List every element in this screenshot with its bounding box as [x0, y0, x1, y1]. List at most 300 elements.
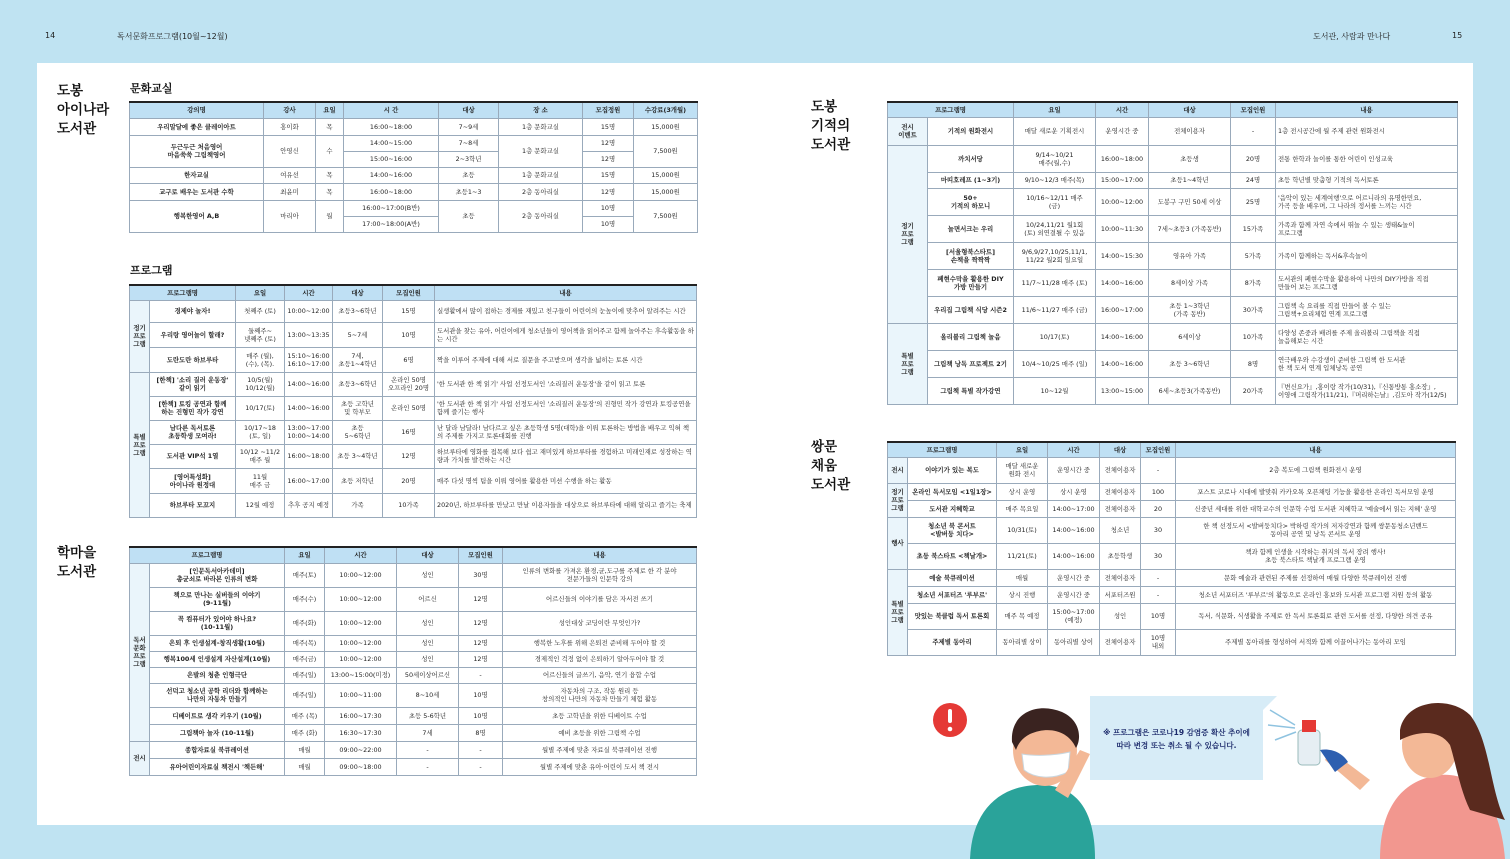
cell: 초등1~4학년: [1149, 172, 1231, 188]
cell: 14:00~16:00: [285, 372, 333, 396]
cell: 마리아: [264, 200, 316, 232]
table-row: [130, 611, 697, 635]
cell: 유아어린이자료실 책전시 '책든해': [150, 758, 285, 775]
cell: 9/10~12/3 매주(목): [1014, 172, 1096, 188]
cell: 09:00~22:00: [325, 741, 397, 758]
cell: 추후 공지 예정: [285, 493, 333, 517]
cell: 14:00~15:00: [344, 135, 439, 151]
col-header: 시간: [325, 547, 397, 563]
cell: 10/5(월) 10/12(월): [236, 372, 285, 396]
cell: 50+ 기적의 하모니: [928, 188, 1014, 215]
ssangmun-program-table: [887, 441, 1456, 656]
cell: 운영시간 중: [1096, 117, 1149, 145]
table-row: [888, 603, 1456, 629]
table-row: [130, 396, 697, 420]
cell: 디베이트로 생각 키우기 (10월): [150, 707, 285, 724]
table-row: [130, 651, 697, 667]
table-row: [888, 188, 1458, 215]
cell: 영유아 가족: [1149, 242, 1231, 269]
table-row: [130, 741, 697, 758]
col-header: 요일: [236, 285, 285, 300]
cell: 9/6,9/27,10/25,11/1, 11/22 월2회 일요일: [1014, 242, 1096, 269]
cell: 10/16~12/11 매주 (금): [1014, 188, 1096, 215]
cell: 놀면서크는 우리: [928, 215, 1014, 242]
cell: 13:00~13:35: [285, 322, 333, 347]
page-number-right: 15: [1452, 31, 1463, 40]
woman-with-spray-icon: [1268, 703, 1505, 859]
cell: 성인: [1100, 603, 1141, 629]
cell: 최윤미: [264, 183, 316, 200]
table-row: [888, 215, 1458, 242]
col-header: 대상: [1100, 442, 1141, 457]
cell: 초등학생: [1100, 543, 1141, 569]
cell: 30가족: [1231, 296, 1276, 323]
cell: 청소년 서포터즈 '루부르'의 활동으로 온라인 홍보와 도서관 프로그램 지원 등의 활동: [1176, 586, 1456, 603]
cell: 16:00~18:00: [285, 444, 333, 468]
table-row: [130, 444, 697, 468]
cell: 12명: [583, 183, 634, 200]
table-row: [888, 269, 1458, 296]
cell: 전통 한학과 놀이를 통한 어린이 인성교육: [1276, 145, 1458, 172]
cell: 목: [316, 167, 344, 183]
table-row: [888, 517, 1456, 543]
category-cell: 정기 프로 그램: [888, 483, 908, 517]
cell: 성인대상 코딩이란 무엇인가?: [503, 611, 697, 635]
cell: 도란도란 하브루타: [150, 347, 236, 372]
library-name-dobong-aina: 도봉 아이나라 도서관: [57, 83, 110, 137]
cell: '한 도서관 한 책 읽기' 사업 선정도서인 '소리질러 운동장'의 진형민 작가 강연과 토킹공연을 함께 즐기는 행사: [435, 396, 697, 420]
cell: 수: [316, 135, 344, 167]
cell: 온라인 독서모임 <1일1장>: [908, 483, 997, 500]
cell: 신중년 세대를 위한 대학교수의 인문학 수업 도서관 지혜학교 '예술에서 읽는 지혜' 운영: [1176, 500, 1456, 517]
cell: 성인: [397, 651, 459, 667]
table-row: [130, 707, 697, 724]
cell: 7~8세: [439, 135, 499, 151]
table-row: [130, 468, 697, 493]
cell: 15,000원: [634, 118, 698, 135]
cell: 우리말달에 좋은 클레이아트: [130, 118, 264, 135]
table-row: [130, 420, 697, 444]
cell: 전체이용자: [1149, 117, 1231, 145]
table-row: [130, 135, 698, 151]
cell: 기적의 원화전시: [928, 117, 1014, 145]
col-header: 내용: [503, 547, 697, 563]
cell: 2층 동아리실: [499, 183, 583, 200]
table-row: [130, 118, 698, 135]
cell: '음악이 있는 세계여행'으로 어르니라의 유명한민요, 가곡 등을 배우며, 그 나라의 정서를 느끼는 시간: [1276, 188, 1458, 215]
cell: 매주(화): [285, 611, 325, 635]
cell: 10:00~12:00: [325, 635, 397, 651]
col-header: 프로그램명: [130, 547, 285, 563]
cell: 동아리별 상이: [1048, 629, 1100, 655]
cell: 30: [1141, 543, 1176, 569]
cell: 30명: [459, 563, 503, 587]
cell: [서울형북스타트] 손책을 짝짝짝: [928, 242, 1014, 269]
cell: 14:00~16:00: [344, 167, 439, 183]
cell: 10/17(토): [1014, 323, 1096, 350]
col-header: 프로그램명: [888, 442, 997, 457]
cell: 책과 함께 인생을 시작하는 취지의 독서 장려 행사! 초등 북스타트 책날개 프로그램 운영: [1176, 543, 1456, 569]
cell: -: [459, 741, 503, 758]
table-row: [130, 667, 697, 683]
cell: 초등: [439, 167, 499, 183]
header-title-left: 독서문화프로그램(10월~12월): [117, 32, 228, 41]
cell: 5~7세: [333, 322, 383, 347]
cell: 16:00~18:00: [344, 118, 439, 135]
table-row: [888, 172, 1458, 188]
cell: 초등 고학년을 위한 디베이트 수업: [503, 707, 697, 724]
section-title-program: 프로그램: [130, 264, 173, 277]
cell: 14:00~16:00: [1096, 323, 1149, 350]
cell: 행복100세 인생설계 자산설계(10월): [150, 651, 285, 667]
col-header: 대상: [1149, 102, 1231, 117]
cell: 16:00~17:00: [285, 468, 333, 493]
cell: 초등 고학년 및 학부모: [333, 396, 383, 420]
cell: 13:00~15:00: [1096, 377, 1149, 404]
table-row: [130, 300, 697, 322]
cell: 첫째주 (토): [236, 300, 285, 322]
col-header: 내용: [1176, 442, 1456, 457]
table-row: [130, 587, 697, 611]
gijeok-program-table: [887, 101, 1458, 405]
header-title-right: 도서관, 사람과 만나다: [1313, 32, 1391, 41]
cell: 15,000원: [634, 167, 698, 183]
table-row: [888, 629, 1456, 655]
cell: 12명: [459, 651, 503, 667]
culture-class-table: [129, 101, 698, 233]
table-row: [130, 347, 697, 372]
col-header: 시간: [285, 285, 333, 300]
cell: 매주(일): [285, 667, 325, 683]
cell: 10가족: [383, 493, 435, 517]
cell: 경제야 놀자!: [150, 300, 236, 322]
cell: 2층 복도에 그림책 원화전시 운영: [1176, 457, 1456, 483]
aina-program-table: [129, 284, 697, 518]
cell: 10~12월: [1014, 377, 1096, 404]
cell: 성인: [397, 635, 459, 651]
table-row: [888, 457, 1456, 483]
category-cell: 전시: [888, 457, 908, 483]
cell: 도서관 VIP석 1열: [150, 444, 236, 468]
table-row: [888, 500, 1456, 517]
cell: 5가족: [1231, 242, 1276, 269]
table-row: [130, 493, 697, 517]
table-row: [130, 683, 697, 707]
cell: 15:00~17:00: [1096, 172, 1149, 188]
cell: 안영신: [264, 135, 316, 167]
cell: -: [397, 741, 459, 758]
cell: 10/17~18 (토, 일): [236, 420, 285, 444]
col-header: 시 간: [344, 102, 439, 118]
table-row: [130, 200, 698, 216]
col-header: 내용: [435, 285, 697, 300]
cell: 14:00~16:00: [1096, 269, 1149, 296]
table-row: [888, 296, 1458, 323]
cell: 행복한 노후를 위해 은퇴전 준비해 두어야 할 것: [503, 635, 697, 651]
cell: 12명: [583, 135, 634, 151]
table-row: [888, 323, 1458, 350]
cell: 10:00~12:00: [325, 651, 397, 667]
col-header: 모집인원: [383, 285, 435, 300]
cell: 매주 (화): [285, 724, 325, 741]
category-cell: 독서 문화 프로 그램: [130, 563, 150, 741]
cell: 은퇴 후 인생설계-창직생활(10월): [150, 635, 285, 651]
cell: 그림책 낭독 프로젝트 2기: [928, 350, 1014, 377]
cell: 12명: [583, 151, 634, 167]
cell: 인류의 변화를 가져온 환경,균,도구를 주제로 한 각 분야 전문가들의 인문학 강의: [503, 563, 697, 587]
cell: 초등 5~6학년: [333, 420, 383, 444]
cell: 15명: [583, 167, 634, 183]
cell: 10명: [383, 322, 435, 347]
cell: 7세~초등3 (가족동반): [1149, 215, 1231, 242]
cell: 10명: [583, 216, 634, 232]
cell: 10:00~12:00: [325, 563, 397, 587]
cell: 월별 주제에 맞춘 유아·어린이 도서 책 전시: [503, 758, 697, 775]
cell: 폐현수막을 활용한 DIY 가방 만들기: [928, 269, 1014, 296]
cell: 목: [316, 118, 344, 135]
cell: 도서관의 폐현수막을 활용하여 나만의 DIY가방을 직접 만들어 보는 프로그램: [1276, 269, 1458, 296]
cell: 20명: [1231, 145, 1276, 172]
col-header: 강의명: [130, 102, 264, 118]
cell: -: [1141, 457, 1176, 483]
cell: 10가족: [1231, 323, 1276, 350]
col-header: 요일: [285, 547, 325, 563]
table-row: [130, 183, 698, 200]
table-row: [888, 586, 1456, 603]
section-title-culture: 문화교실: [130, 82, 173, 95]
cell: 10:00~11:00: [325, 683, 397, 707]
cell: 예비 초등을 위한 그림책 수업: [503, 724, 697, 741]
cell: 성인: [397, 563, 459, 587]
cell: 실생활에서 많이 접하는 경제를 재밌고 친구들이 어린이의 눈높이에 맞추어 알려주는 시간: [435, 300, 697, 322]
cell: 10/31(토): [997, 517, 1048, 543]
category-cell: 특별 프로 그램: [130, 372, 150, 517]
library-name-dobong-gijeok: 도봉 기적의 도서관: [811, 99, 851, 153]
cell: 17:00~18:00(A반): [344, 216, 439, 232]
cell: 12월 예정: [236, 493, 285, 517]
cell: 청소년 북 콘서트 <발버둥 치다>: [908, 517, 997, 543]
col-header: 모집인원: [1231, 102, 1276, 117]
cell: 그림책 특별 작가강연: [928, 377, 1014, 404]
hakmaeul-program-table: [129, 546, 697, 776]
cell: 15명: [383, 300, 435, 322]
cell: 선덕고 청소년 공학 리더와 함께하는 나만의 자동차 만들기: [150, 683, 285, 707]
cell: 2층 동아리실: [499, 200, 583, 232]
cell: 둘째주~ 넷째주 (토): [236, 322, 285, 347]
table-row: [888, 117, 1458, 145]
category-cell: 전시 이벤트: [888, 117, 928, 145]
cell: 11/21(토): [997, 543, 1048, 569]
cell: 14:00~15:30: [1096, 242, 1149, 269]
cell: 연극배우와 수강생이 준비한 그림책 한 도서관 한 책 도서 연계 입체낭독 공연: [1276, 350, 1458, 377]
cell: 동아리별 상이: [997, 629, 1048, 655]
cell: 11/7~11/28 매주 (토): [1014, 269, 1096, 296]
cell: 7세, 초등1~4학년: [333, 347, 383, 372]
cell: 상시 진행: [997, 586, 1048, 603]
cell: 책으로 만나는 실버들의 이야기 (9-11월): [150, 587, 285, 611]
cell: 10/4~10/25 매주 (일): [1014, 350, 1096, 377]
col-header: 장 소: [499, 102, 583, 118]
cell: 11월 매주 금: [236, 468, 285, 493]
cell: 매월: [285, 758, 325, 775]
category-cell: 전시: [130, 741, 150, 775]
cell: 초등 3~4학년: [333, 444, 383, 468]
cell: 목: [316, 183, 344, 200]
cell: 2~3학년: [439, 151, 499, 167]
cell: 1층 문화교실: [499, 135, 583, 167]
cell: 초등 학년별 맞춤형 기적의 독서토론: [1276, 172, 1458, 188]
cell: 은발의 청춘 인형극단: [150, 667, 285, 683]
cell: 주제별 동아리를 형성하여 서적와 함께 이끌어나가는 동아리 모임: [1176, 629, 1456, 655]
cell: 24명: [1231, 172, 1276, 188]
cell: 월별 주제에 맞춘 자료실 북큐레이션 진행: [503, 741, 697, 758]
cell: 매달 새로운 기획전시: [1014, 117, 1096, 145]
cell: 15가족: [1231, 215, 1276, 242]
col-header: 대상: [333, 285, 383, 300]
cell: [영어특성화] 아이나라 원정대: [150, 468, 236, 493]
cell: 문화 예술과 관련된 주제를 선정하여 매월 다양한 북큐레이션 진행: [1176, 569, 1456, 586]
cell: 매주(금): [285, 651, 325, 667]
cell: [한책] 토킹 공연과 함께 하는 진형민 작가 강연: [150, 396, 236, 420]
cell: 매주(일): [285, 683, 325, 707]
cell: 전체이용자: [1100, 500, 1141, 517]
cell: 50세이상어르신: [397, 667, 459, 683]
alert-icon: [933, 703, 967, 737]
cell: 8~10세: [397, 683, 459, 707]
cell: 자동차의 구조, 작동 원리 등 창의적인 나만의 자동차 만들기 체험 활동: [503, 683, 697, 707]
col-header: 강사: [264, 102, 316, 118]
cell: 어르신들의 이야기를 담은 자서전 쓰기: [503, 587, 697, 611]
cell: 16:00~17:30: [325, 707, 397, 724]
library-name-hakmaeul: 학마을 도서관: [57, 545, 97, 580]
cell: 8명: [1231, 350, 1276, 377]
cell: 초등 3~6학년: [1149, 350, 1231, 377]
cell: 남다른 독서토론 초등학생 모여라!: [150, 420, 236, 444]
col-header: 모집인원: [459, 547, 503, 563]
cell: 상시 운영: [997, 483, 1048, 500]
cell: 우리집 그림책 식당 시즌2: [928, 296, 1014, 323]
col-header: 프로그램명: [130, 285, 236, 300]
cell: 하브루타에 영화를 접목해 보다 쉽고 재미있게 하브루타를 경험하고 미래인재로 성장하는 역량과 가치를 발견하는 시간: [435, 444, 697, 468]
col-header: 시간: [1048, 442, 1100, 457]
cell: 14:00~16:00: [1048, 543, 1100, 569]
category-cell: 정기 프로 그램: [888, 145, 928, 323]
cell: 예술 북큐레이션: [908, 569, 997, 586]
cell: 도서관을 찾는 유아, 어린이에게 청소년들이 영어책을 읽어주고 함께 놀아주는 후속활동을 하는 시간: [435, 322, 697, 347]
cell: 도봉구 구민 50세 이상: [1149, 188, 1231, 215]
cell: 독서, 식문화, 식생활을 주제로 한 독서 토론회로 관련 도서를 선정, 다양한 의견 공유: [1176, 603, 1456, 629]
cell: 1층 문화교실: [499, 118, 583, 135]
cell: 10명 내외: [1141, 629, 1176, 655]
cell: -: [459, 667, 503, 683]
cell: 20명: [383, 468, 435, 493]
cell: 12명: [459, 611, 503, 635]
cell: 까치서당: [928, 145, 1014, 172]
cell: 한 책 선정도서 <발버둥치다> 박하령 작가의 저자강연과 함께 쌍문동청소년밴드 동아리 공연 및 낭독 콘서트 운영: [1176, 517, 1456, 543]
cell: 도서관 지혜학교: [908, 500, 997, 517]
cell: 여유선: [264, 167, 316, 183]
cell: 10:00~12:00: [325, 587, 397, 611]
table-row: [130, 758, 697, 775]
cell: 15:00~17:00 (예정): [1048, 603, 1100, 629]
cell: 16명: [383, 420, 435, 444]
cell: 10명: [459, 707, 503, 724]
cell: 한자교실: [130, 167, 264, 183]
cell: 초등생: [1149, 145, 1231, 172]
cell: [인문독서아카데미] 총균쇠로 바라본 인류의 변화: [150, 563, 285, 587]
cell: 우리랑 영어놀이 할래?: [150, 322, 236, 347]
cell: 초등1~3: [439, 183, 499, 200]
cell: 13:00~17:00 10:00~14:00: [285, 420, 333, 444]
cell: 상시 운영: [1048, 483, 1100, 500]
cell: 16:00~18:00: [344, 183, 439, 200]
col-header: 내용: [1276, 102, 1458, 117]
cell: 서포터즈원: [1100, 586, 1141, 603]
cell: -: [459, 758, 503, 775]
cell: 운영시간 중: [1048, 586, 1100, 603]
man-with-mask-icon: [970, 708, 1095, 859]
cell: 맛있는 북클럽 독서 토론회: [908, 603, 997, 629]
cell: 10/24,11/21 월1회 (토) 외연결될 수 있음: [1014, 215, 1096, 242]
page-header: [0, 0, 1510, 62]
cell: 6세~초등3(가족동반): [1149, 377, 1231, 404]
cell: 매월: [997, 569, 1048, 586]
cell: 올리볼리 그림책 놀음: [928, 323, 1014, 350]
col-header: 프로그램명: [888, 102, 1014, 117]
cell: -: [397, 758, 459, 775]
cell: 매주(토): [285, 563, 325, 587]
cell: 초등3~6학년: [333, 300, 383, 322]
cell: 매달 새로운 원화 전시: [997, 457, 1048, 483]
col-header: 요일: [316, 102, 344, 118]
col-header: 모집정원: [583, 102, 634, 118]
cell: 100: [1141, 483, 1176, 500]
table-row: [888, 377, 1458, 404]
cell: 청소년: [1100, 517, 1141, 543]
cell: 초등: [439, 200, 499, 232]
col-header: 시간: [1096, 102, 1149, 117]
cell: 주제별 동아리: [908, 629, 997, 655]
cell: 15:10~16:00 16:10~17:00: [285, 347, 333, 372]
cell: 20: [1141, 500, 1176, 517]
cell: 7세: [397, 724, 459, 741]
cell: '한 도서관 한 책 읽기' 사업 선정도서인 '소리질러 운동장'을 같이 읽고 토론: [435, 372, 697, 396]
cell: 전체이용자: [1100, 629, 1141, 655]
cell: 초등 저학년: [333, 468, 383, 493]
cell: 온라인 50명 오프라인 20명: [383, 372, 435, 396]
cell: -: [1231, 117, 1276, 145]
cell: 매주 (목): [285, 707, 325, 724]
table-row: [130, 724, 697, 741]
cell: 6명: [383, 347, 435, 372]
cell: 12명: [459, 587, 503, 611]
col-header: 요일: [997, 442, 1048, 457]
cell: 매월: [285, 741, 325, 758]
cell: 짝을 이루어 주제에 대해 서로 질문을 주고받으며 생각을 넓히는 토론 시간: [435, 347, 697, 372]
cell: 09:00~18:00: [325, 758, 397, 775]
table-row: [888, 569, 1456, 586]
cell: 초등 5-6학년: [397, 707, 459, 724]
cell: 두근두근 처음영어 마음쑥쑥 그림책영어: [130, 135, 264, 167]
cell: 8세이상 가족: [1149, 269, 1231, 296]
cell: 12명: [459, 635, 503, 651]
cell: 20가족: [1231, 377, 1276, 404]
page-number-left: 14: [45, 31, 56, 40]
cell: 1층 전시공간에 월 주제 관련 원화전시: [1276, 117, 1458, 145]
cell: 포스트 코로나 시대에 발맞춰 카카오톡 오픈채팅 기능을 활용한 온라인 독서모임 운영: [1176, 483, 1456, 500]
cell: 15명: [583, 118, 634, 135]
cell: 매주 다섯 명씩 팀을 이뤄 영어를 활용한 미션 수행을 하는 활동: [435, 468, 697, 493]
